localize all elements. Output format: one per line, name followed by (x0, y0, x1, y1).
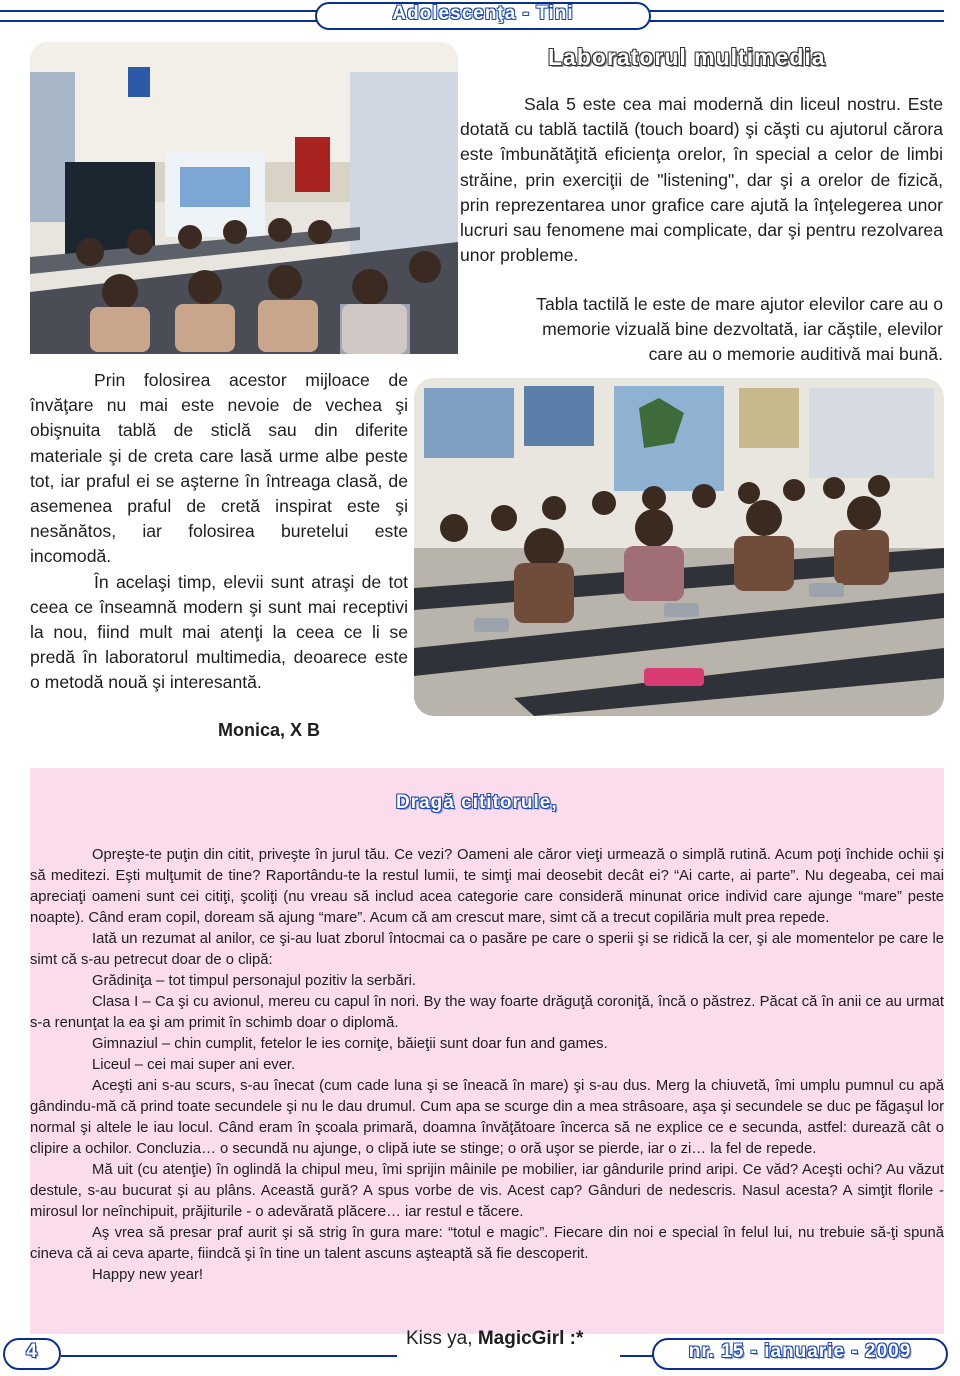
classroom-photo-1 (30, 42, 458, 354)
letter-paragraph: Aş vrea să presar praf aurit şi să strig în gura mare: “totul e magic”. Fiecare din noi e special în felul lui, nu trebuie să-ţi spună cineva că ai ceva aparte, fiindcă şi în tine un talent ascuns aşteaptă să fie descoperit. (30, 1225, 944, 1262)
letter-body (30, 845, 944, 1286)
footer-rule-left (61, 1355, 397, 1357)
letter-paragraph: Iată un rezumat al anilor, ce şi-au luat zborul întocmai ca o pasăre pe care o sperii şi se ridică la cer, şi ale momentelor pe care le simt că s-au petrecut doar de o clipă: (30, 931, 944, 968)
letter-signature (406, 1328, 583, 1350)
article-intro-2 (436, 292, 943, 368)
intro-paragraph: Sala 5 este cea mai modernă din liceul nostru. Este dotată cu tablă tactilă (touch board) şi căşti cu ajutorul cărora este îmbunătăţită eficienţa orelor, în special a celor de limbi străine, prin exerciţii de "listening", dar şi a orelor de fizică, prin reprezentarea unor grafice care ajută la înţelegerea unor lucruri sau fenomene mai complicate, dar şi pentru rezolvarea unor probleme. (460, 94, 943, 266)
article-intro (460, 92, 943, 268)
letter-paragraph: Opreşte-te puţin din citit, priveşte în jurul tău. Ce vezi? Oameni ale căror vieţi urmează o simplă rutină. Acum poţi închide ochii şi să meditezi. Eşti mulţumit de tine? Raportându-te la restul lumii, te simţi mai deosebit decât ei? “Ai carte, ai parte”. Nu degeaba, cei mai apreciaţi oameni sunt cei citiţi, şcoliţi (nu vreau să includ acea categorie care consideră minunat orice individ care ajunge “mare” peste noapte). Când eram copil, doream să ajung “mare”. Acum că am crescut mare, simt că a trecut copilăria mult prea repede. (30, 847, 944, 926)
letter-paragraph: Liceul – cei mai super ani ever. (92, 1057, 296, 1073)
letter-paragraph: Gimnaziul – chin cumplit, fetelor le ies corniţe, băieţii sunt doar fun and games. (92, 1036, 608, 1052)
signature-prefix: Kiss ya, (406, 1328, 473, 1349)
page-number: 4 (26, 1341, 38, 1362)
body-paragraph: În acelaşi timp, elevii sunt atraşi de tot ceea ce înseamnă modern şi sunt mai receptivi la nou, fiind mult mai atenţi la ceea ce li se predă în laboratorul multimedia, deoarece este o metodă nouă şi interesantă. (30, 571, 408, 693)
article-body (30, 368, 408, 696)
letter-paragraph: Clasa I – Ca şi cu avionul, mereu cu capul în nori. By the way foarte drăguţă coroniţă, încă o păstrez. Păcat că în anii ce au urmat s-a renunţat la ea şi am primit în schimb doar o diplomă. (30, 994, 944, 1031)
intro-paragraph: Tabla tactilă le este de mare ajutor elevilor care au o memorie vizuală bine dezvoltată, iar căştile, elevilor care au o memorie auditivă mai bună. (536, 294, 943, 365)
letter-paragraph: Happy new year! (92, 1267, 204, 1283)
issue-label: nr. 15 - ianuarie - 2009 (688, 1341, 912, 1362)
letter-title: Dragă cititorule, (396, 792, 558, 813)
classroom-photo-2 (414, 378, 944, 716)
body-paragraph: Prin folosirea acestor mijloace de învăţare nu mai este nevoie de vechea şi obişnuita tablă de sticlă sau din diferite materiale şi de creta care lasă urme albe peste tot, iar praful ei se aşterne în întreaga clasă, de asemenea praful de cretă inspirat este şi nesănătos, iar folosirea buretelui este incomodă. (30, 370, 408, 567)
section-title: Adolescenţa - Tini (392, 3, 574, 24)
signature-name: MagicGirl :* (477, 1328, 584, 1349)
letter-paragraph: Aceşti ani s-au scurs, s-au înecat (cum cade luna şi se îneacă în mare) şi s-au dus. Merg la chiuvetă, îmi umplu pumnul cu apă gândindu-mă că prind toate secundele şi nu le dau drumul. Cum apa se scurge din a mea strâsoare, aşa şi secundele se duc pe făgaşul lor normal şi altele le iau locul. Când eram în şcoala primară, doamna învăţătoare încerca să ne explice ce e secunda, astfel: durează cât o clipire a ochilor. Concluzia… o secundă nu ajunge, o clipă iute se stinge; o oră uşor se pierde, iar o zi… la fel de repede. (30, 1078, 944, 1157)
footer-rule-right (620, 1355, 654, 1357)
letter-paragraph: Grădiniţa – tot timpul personajul pozitiv la serbări. (92, 973, 417, 989)
article-author: Monica, X B (218, 720, 321, 740)
letter-paragraph: Mă uit (cu atenţie) în oglindă la chipul meu, îmi sprijin mâinile pe mobilier, iar gândurile prind aripi. Ce văd? Aceşti ochi? Au văzut destule, s-au bucurat şi au plâns. Această gură? A spus vorbe de vis. Acest cap? Gânduri de nedescris. Nasul acesta? A simţit florile - mirosul lor neînchipuit, prăjiturile - o adevărată plăcere… iar restul e tăcere. (30, 1162, 944, 1220)
article-title: Laboratorul multimedia (548, 44, 826, 70)
